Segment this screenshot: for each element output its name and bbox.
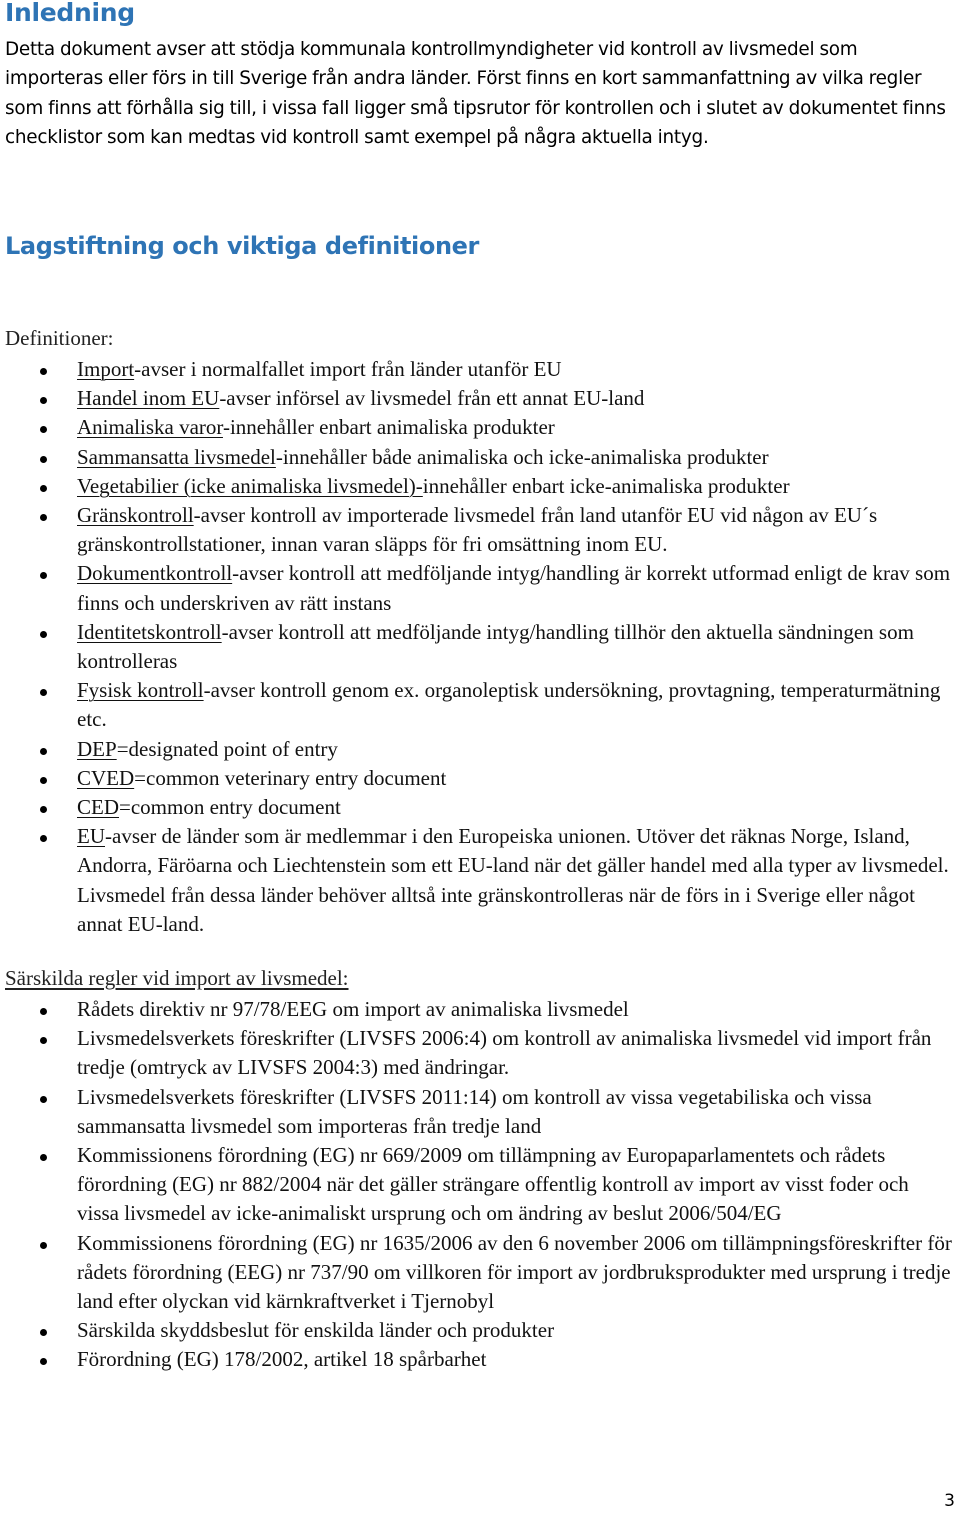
definition-term: DEP	[77, 736, 117, 761]
definition-text: -avser kontroll att medföljande intyg/handling är korrekt utformad enligt de krav som finns och underskriven av rätt instans	[77, 561, 951, 615]
definition-item	[0, 501, 960, 559]
definition-item	[0, 559, 960, 617]
bullet-icon	[40, 456, 47, 463]
bullet-icon	[40, 1037, 47, 1044]
regulation-item	[0, 1345, 960, 1374]
regulation-text: Livsmedelsverkets föreskrifter (LIVSFS 2006:4) om kontroll av animaliska livsmedel vid import från tredje (omtryck av LIVSFS 2004:3) med ändringar.	[77, 1026, 932, 1080]
heading-inledning: Inledning	[5, 0, 135, 27]
definition-item	[0, 413, 960, 442]
definition-text: -innehåller både animaliska och icke-animaliska produkter	[275, 444, 769, 469]
definition-item	[0, 735, 960, 764]
bullet-icon	[40, 1008, 47, 1015]
definition-term: Dokumentkontroll	[77, 561, 233, 586]
regulation-item	[0, 995, 960, 1024]
regulations-label: Särskilda regler vid import av livsmedel:	[5, 966, 349, 990]
definition-item	[0, 384, 960, 413]
definition-term: Fysisk kontroll	[77, 678, 204, 703]
definition-item	[0, 443, 960, 472]
bullet-icon	[40, 631, 47, 638]
definition-text: -avser de länder som är medlemmar i den Europeiska unionen. Utöver det räknas Norge, Island, Andorra, Färöarna och Liechtenstein som ett EU-land när det gäller handel med alla typer av livsmedel. Livsmedel från dessa länder behöver alltså inte gränskontrolleras när de förs in i Sverige eller något annat EU-land.	[77, 824, 949, 936]
bullet-icon	[40, 514, 47, 521]
definition-text: -avser införsel av livsmedel från ett annat EU-land	[219, 386, 645, 411]
bullet-icon	[40, 1358, 47, 1365]
intro-paragraph: Detta dokument avser att stödja kommunala kontrollmyndigheter vid kontroll av livsmedel som importeras eller förs in till Sverige från andra länder. Först finns en kort sammanfattning av vilka regler som finns att förhålla sig till, i vissa fall ligger små tipsrutor för kontrollen och i slutet av dokumentet finns checklistor som kan medtas vid kontroll samt exempel på några aktuella intyg.	[5, 39, 946, 149]
definition-term: Handel inom EU	[77, 386, 220, 411]
bullet-icon	[40, 1329, 47, 1336]
regulation-text: Förordning (EG) 178/2002, artikel 18 spårbarhet	[77, 1347, 487, 1372]
definition-text: -avser i normalfallet import från länder utanför EU	[134, 357, 562, 381]
bullet-icon	[40, 835, 47, 842]
definition-term: EU	[77, 824, 105, 849]
bullet-icon	[40, 748, 47, 755]
bullet-icon	[40, 1096, 47, 1103]
definition-text: -avser kontroll att medföljande intyg/handling tillhör den aktuella sändningen som kontrolleras	[77, 619, 914, 674]
definition-term: Identitetskontroll	[77, 619, 222, 644]
regulation-text: Rådets direktiv nr 97/78/EEG om import av animaliska livsmedel	[77, 997, 629, 1021]
regulation-text: Livsmedelsverkets föreskrifter (LIVSFS 2011:14) om kontroll av vissa vegetabiliska och vissa sammansatta livsmedel som importeras från tredje land	[77, 1084, 872, 1138]
definition-item	[0, 618, 960, 676]
definition-item	[0, 472, 960, 501]
bullet-icon	[40, 806, 47, 813]
definition-text: =designated point of entry	[116, 736, 338, 761]
definition-term: CVED	[77, 765, 135, 790]
heading-lagstiftning: Lagstiftning och viktiga definitioner	[5, 232, 479, 260]
bullet-icon	[40, 689, 47, 696]
bullet-icon	[40, 1242, 47, 1249]
definition-text: -innehåller enbart animaliska produkter	[222, 415, 555, 440]
definitions-label-text: Definitioner:	[5, 326, 114, 350]
regulation-item	[0, 1083, 960, 1141]
definitions-label	[5, 326, 113, 351]
bullet-icon	[40, 572, 47, 579]
bullet-icon	[40, 426, 47, 433]
definition-item	[0, 355, 960, 384]
bullet-icon	[40, 485, 47, 492]
bullet-icon	[40, 397, 47, 404]
regulation-item	[0, 1229, 960, 1317]
regulation-text: Särskilda skyddsbeslut för enskilda länder och produkter	[77, 1318, 555, 1343]
regulation-item	[0, 1141, 960, 1229]
definition-term: Animaliska varor	[77, 415, 223, 440]
definition-item	[0, 676, 960, 734]
definition-item	[0, 822, 960, 939]
definition-text: innehåller enbart icke-animaliska produkter	[422, 473, 790, 498]
bullet-icon	[40, 777, 47, 784]
regulations-list	[0, 995, 960, 1375]
regulation-text: Kommissionens förordning (EG) nr 1635/2006 av den 6 november 2006 om tillämpningsföreskrifter för rådets förordning (EEG) nr 737/90 om villkoren för import av jordbruksprodukter med ursprung i tredje land efter olyckan vid kärnkraftverket i Tjernobyl	[77, 1230, 952, 1314]
definition-item	[0, 764, 960, 793]
definitions-list	[0, 355, 960, 939]
definition-term: Gränskontroll	[77, 503, 194, 528]
regulation-item	[0, 1316, 960, 1345]
regulation-item	[0, 1024, 960, 1082]
definition-term: Sammansatta livsmedel	[77, 444, 276, 469]
bullet-icon	[40, 1154, 47, 1161]
page-number: 3	[944, 1491, 955, 1511]
definition-term: Import	[77, 357, 135, 381]
definition-item	[0, 793, 960, 822]
regulation-text: Kommissionens förordning (EG) nr 669/2009 om tillämpning av Europaparlamentets och rådets förordning (EG) nr 882/2004 när det gäller strängare offentlig kontroll av import av visst foder och vissa livsmedel av icke-animaliskt ursprung och om ändring av beslut 2006/504/EG	[77, 1143, 909, 1226]
bullet-icon	[40, 368, 47, 375]
definition-term: Vegetabilier (icke animaliska livsmedel)-	[77, 473, 423, 498]
definition-text: =common entry document	[119, 795, 341, 820]
definition-text: -avser kontroll genom ex. organoleptisk undersökning, provtagning, temperaturmätning etc.	[77, 678, 941, 732]
definition-text: -avser kontroll av importerade livsmedel från land utanför EU vid någon av EU´s gränskontrollstationer, innan varan släpps för fri omsättning inom EU.	[77, 503, 878, 557]
definition-text: =common veterinary entry document	[134, 765, 447, 790]
definition-term: CED	[77, 795, 119, 820]
